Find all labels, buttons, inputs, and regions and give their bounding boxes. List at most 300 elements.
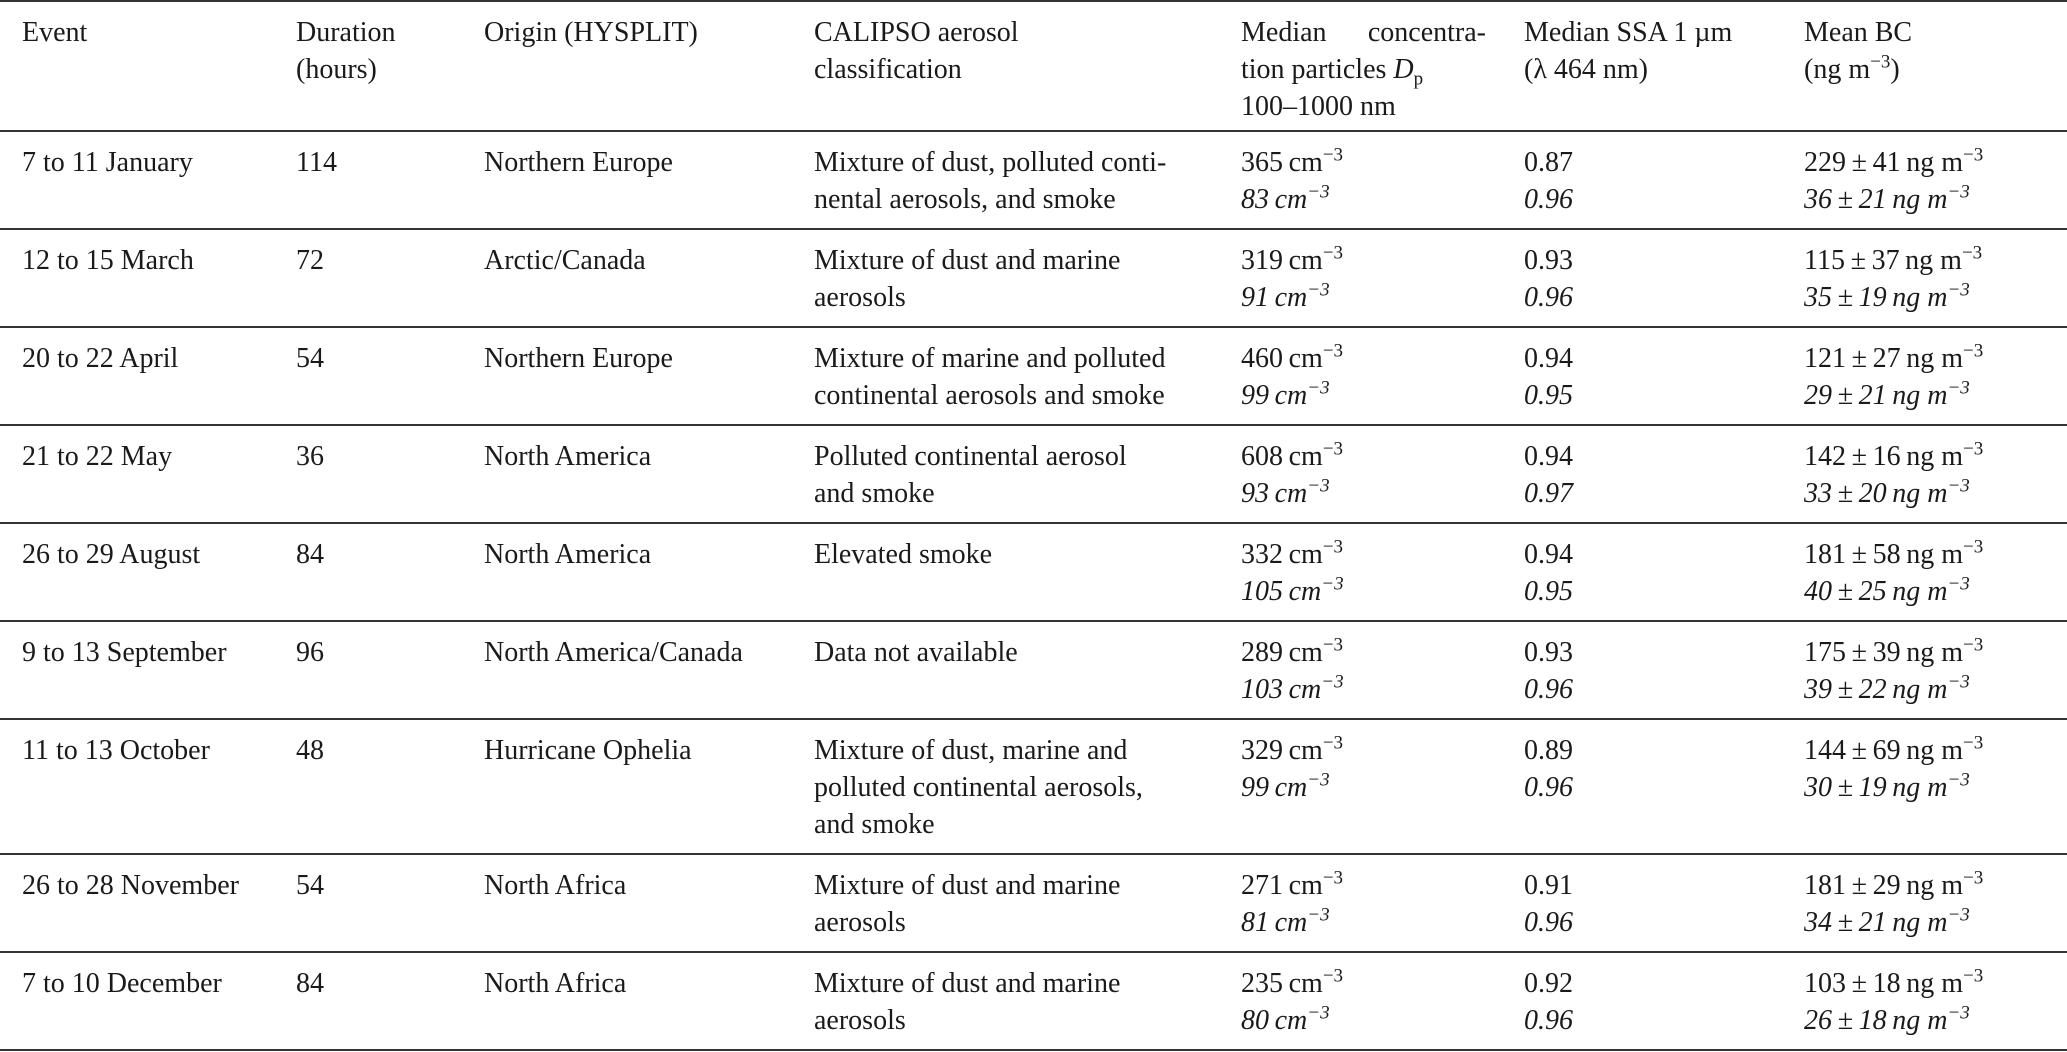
bc-exponent-italic: −3 — [1947, 181, 1970, 203]
conc-exponent-italic: −3 — [1307, 279, 1330, 301]
cell-duration: 84 — [296, 539, 324, 570]
calipso-line: Data not available — [814, 637, 1018, 668]
cell-median-concentration — [1241, 131, 1524, 229]
conc-number-italic: 81 — [1241, 907, 1269, 938]
bc-unit-italic: ng m — [1892, 576, 1948, 607]
cell-median-ssa — [1524, 327, 1804, 425]
header-duration-line-1: Duration — [296, 17, 396, 48]
conc-unit-italic: cm — [1288, 674, 1322, 705]
header-conc-line-2-text: tion particles — [1241, 54, 1387, 85]
calipso-line: and smoke — [814, 809, 935, 840]
bc-exponent-italic: −3 — [1947, 1002, 1970, 1024]
header-conc-dp-subscript: p — [1413, 68, 1424, 90]
cell-duration: 84 — [296, 968, 324, 999]
bc-mean: 181 — [1804, 870, 1846, 901]
header-conc-line-3: 100–1000 nm — [1241, 91, 1396, 122]
bc-mean: 175 — [1804, 637, 1846, 668]
bc-mean-italic: 30 — [1804, 772, 1832, 803]
calipso-line: nental aerosols, and smoke — [814, 184, 1116, 215]
bc-unit-italic: ng m — [1892, 478, 1948, 509]
conc-number-italic: 80 — [1241, 1005, 1269, 1036]
cell-mean-bc — [1804, 719, 2067, 854]
conc-number: 329 — [1241, 735, 1283, 766]
cell-mean-bc — [1804, 621, 2067, 719]
ssa-value-italic: 0.95 — [1524, 380, 1573, 411]
cell-median-concentration — [1241, 425, 1524, 523]
header-duration-line-2: (hours) — [296, 54, 377, 85]
header-duration — [296, 1, 484, 131]
cell-event: 12 to 15 March — [22, 245, 194, 276]
cell-calipso — [814, 327, 1241, 425]
conc-exponent-italic: −3 — [1307, 377, 1330, 399]
bc-unit: ng m — [1905, 245, 1962, 276]
bc-pm-italic: ± — [1837, 907, 1853, 938]
bc-exponent-italic: −3 — [1947, 769, 1970, 791]
conc-number-italic: 91 — [1241, 282, 1269, 313]
calipso-line: Mixture of marine and polluted — [814, 343, 1166, 374]
bc-mean: 142 — [1804, 441, 1846, 472]
cell-duration: 114 — [296, 147, 337, 178]
table-row — [0, 327, 2067, 425]
cell-duration: 36 — [296, 441, 324, 472]
bc-pm-italic: ± — [1837, 478, 1853, 509]
conc-value — [1241, 867, 1524, 904]
conc-unit: cm — [1288, 343, 1323, 374]
bc-sd-italic: 21 — [1858, 380, 1887, 411]
cell-median-ssa — [1524, 425, 1804, 523]
header-bc-exponent: −3 — [1870, 51, 1891, 73]
cell-event: 21 to 22 May — [22, 441, 173, 472]
conc-exponent: −3 — [1322, 634, 1344, 656]
bc-value — [1804, 732, 2067, 769]
conc-unit: cm — [1288, 968, 1323, 999]
bc-exponent: −3 — [1962, 867, 1984, 889]
bc-sd: 18 — [1872, 968, 1901, 999]
bc-mean-italic: 39 — [1804, 674, 1832, 705]
bc-sd-italic: 20 — [1858, 478, 1887, 509]
bc-value — [1804, 536, 2067, 573]
header-calipso — [814, 1, 1241, 131]
table-row — [0, 621, 2067, 719]
bc-exponent: −3 — [1961, 242, 1983, 264]
conc-number: 271 — [1241, 870, 1283, 901]
bc-sd: 39 — [1872, 637, 1901, 668]
conc-value-italic — [1241, 475, 1524, 512]
ssa-value-italic: 0.96 — [1524, 907, 1573, 938]
table-row — [0, 854, 2067, 952]
header-origin: Origin (HYSPLIT) — [484, 17, 698, 48]
bc-sd: 16 — [1872, 441, 1901, 472]
bc-pm-italic: ± — [1837, 282, 1853, 313]
bc-sd-italic: 19 — [1858, 772, 1887, 803]
cell-origin: North America — [484, 539, 652, 570]
bc-pm-italic: ± — [1837, 772, 1853, 803]
conc-exponent: −3 — [1322, 242, 1344, 264]
cell-calipso — [814, 229, 1241, 327]
bc-exponent: −3 — [1962, 438, 1984, 460]
bc-unit: ng m — [1906, 870, 1963, 901]
calipso-line: Mixture of dust and marine — [814, 870, 1121, 901]
conc-value — [1241, 536, 1524, 573]
header-ssa-line-2: (λ 464 nm) — [1524, 54, 1649, 85]
conc-value — [1241, 634, 1524, 671]
header-calipso-line-2: classification — [814, 54, 962, 85]
conc-value-italic — [1241, 377, 1524, 414]
cell-median-concentration — [1241, 621, 1524, 719]
bc-exponent-italic: −3 — [1947, 573, 1970, 595]
bc-value — [1804, 144, 2067, 181]
header-median-ssa — [1524, 1, 1804, 131]
cell-median-ssa — [1524, 854, 1804, 952]
cell-event: 9 to 13 September — [22, 637, 227, 668]
conc-number-italic: 103 — [1241, 674, 1283, 705]
bc-value-italic — [1804, 769, 2067, 806]
conc-unit: cm — [1288, 637, 1323, 668]
conc-exponent-italic: −3 — [1307, 475, 1330, 497]
bc-value-italic — [1804, 573, 2067, 610]
calipso-line: Mixture of dust and marine — [814, 968, 1121, 999]
cell-mean-bc — [1804, 854, 2067, 952]
conc-exponent: −3 — [1322, 340, 1344, 362]
conc-number: 289 — [1241, 637, 1283, 668]
header-conc-dp-symbol: D — [1393, 54, 1414, 85]
cell-event: 26 to 29 August — [22, 539, 201, 570]
bc-value-italic — [1804, 475, 2067, 512]
conc-number: 332 — [1241, 539, 1283, 570]
header-mean-bc — [1804, 1, 2067, 131]
conc-exponent: −3 — [1322, 536, 1344, 558]
cell-median-ssa — [1524, 523, 1804, 621]
bc-pm: ± — [1851, 147, 1867, 178]
ssa-value: 0.94 — [1524, 343, 1573, 374]
cell-median-concentration — [1241, 327, 1524, 425]
conc-exponent-italic: −3 — [1307, 181, 1330, 203]
bc-pm: ± — [1851, 539, 1867, 570]
cell-origin: North Africa — [484, 870, 627, 901]
header-bc-unit: (ng m — [1804, 54, 1871, 85]
ssa-value-italic: 0.96 — [1524, 674, 1573, 705]
cell-event: 7 to 11 January — [22, 147, 193, 178]
bc-unit: ng m — [1906, 147, 1963, 178]
cell-origin: Hurricane Ophelia — [484, 735, 692, 766]
bc-pm: ± — [1851, 441, 1867, 472]
bc-mean-italic: 26 — [1804, 1005, 1832, 1036]
conc-value-italic — [1241, 769, 1524, 806]
calipso-line: aerosols — [814, 1005, 906, 1036]
bc-sd-italic: 22 — [1858, 674, 1887, 705]
calipso-line: Mixture of dust and marine — [814, 245, 1121, 276]
conc-unit: cm — [1288, 147, 1323, 178]
conc-exponent-italic: −3 — [1307, 904, 1330, 926]
table-row — [0, 229, 2067, 327]
bc-unit: ng m — [1906, 441, 1963, 472]
bc-mean-italic: 35 — [1804, 282, 1832, 313]
bc-sd-italic: 21 — [1858, 907, 1887, 938]
conc-unit: cm — [1288, 735, 1323, 766]
conc-exponent-italic: −3 — [1321, 671, 1344, 693]
header-ssa-line-1: Median SSA 1 µm — [1524, 17, 1733, 48]
bc-mean: 181 — [1804, 539, 1846, 570]
cell-duration: 48 — [296, 735, 324, 766]
bc-mean-italic: 34 — [1804, 907, 1832, 938]
conc-exponent-italic: −3 — [1307, 1002, 1330, 1024]
bc-mean: 121 — [1804, 343, 1846, 374]
bc-value — [1804, 867, 2067, 904]
conc-number: 608 — [1241, 441, 1283, 472]
bc-value — [1804, 242, 2067, 279]
ssa-value: 0.87 — [1524, 147, 1573, 178]
cell-median-concentration — [1241, 523, 1524, 621]
bc-unit: ng m — [1906, 968, 1963, 999]
cell-calipso — [814, 131, 1241, 229]
conc-value — [1241, 732, 1524, 769]
cell-mean-bc — [1804, 425, 2067, 523]
header-conc-line-1: Median concentra- — [1241, 17, 1486, 48]
table-row — [0, 425, 2067, 523]
ssa-value: 0.94 — [1524, 539, 1573, 570]
calipso-line: Elevated smoke — [814, 539, 993, 570]
conc-number-italic: 105 — [1241, 576, 1283, 607]
conc-number-italic: 99 — [1241, 772, 1269, 803]
bc-unit: ng m — [1906, 539, 1963, 570]
bc-pm: ± — [1850, 245, 1866, 276]
bc-exponent-italic: −3 — [1947, 279, 1970, 301]
conc-value-italic — [1241, 671, 1524, 708]
bc-exponent: −3 — [1962, 144, 1984, 166]
bc-mean: 103 — [1804, 968, 1846, 999]
conc-exponent: −3 — [1322, 965, 1344, 987]
bc-mean-italic: 36 — [1804, 184, 1832, 215]
cell-calipso — [814, 621, 1241, 719]
conc-exponent: −3 — [1322, 144, 1344, 166]
conc-number-italic: 99 — [1241, 380, 1269, 411]
bc-unit: ng m — [1906, 343, 1963, 374]
conc-unit: cm — [1288, 245, 1323, 276]
ssa-value-italic: 0.97 — [1524, 478, 1573, 509]
conc-exponent: −3 — [1322, 438, 1344, 460]
bc-value-italic — [1804, 377, 2067, 414]
conc-value-italic — [1241, 181, 1524, 218]
bc-pm-italic: ± — [1837, 1005, 1853, 1036]
bc-mean: 115 — [1804, 245, 1845, 276]
cell-median-ssa — [1524, 719, 1804, 854]
bc-exponent: −3 — [1962, 340, 1984, 362]
conc-unit-italic: cm — [1274, 907, 1308, 938]
table-row — [0, 523, 2067, 621]
conc-exponent-italic: −3 — [1307, 769, 1330, 791]
ssa-value-italic: 0.96 — [1524, 1005, 1573, 1036]
conc-value-italic — [1241, 904, 1524, 941]
conc-value-italic — [1241, 573, 1524, 610]
calipso-line: continental aerosols and smoke — [814, 380, 1165, 411]
conc-unit: cm — [1288, 870, 1323, 901]
bc-unit-italic: ng m — [1892, 282, 1948, 313]
header-event: Event — [22, 17, 88, 48]
cell-calipso — [814, 719, 1241, 854]
bc-pm-italic: ± — [1837, 380, 1853, 411]
ssa-value: 0.92 — [1524, 968, 1573, 999]
calipso-line: and smoke — [814, 478, 935, 509]
conc-unit: cm — [1288, 441, 1323, 472]
header-bc-close: ) — [1890, 54, 1900, 85]
ssa-value-italic: 0.95 — [1524, 576, 1573, 607]
ssa-value: 0.93 — [1524, 245, 1573, 276]
conc-number: 235 — [1241, 968, 1283, 999]
bc-exponent-italic: −3 — [1947, 475, 1970, 497]
table-body — [0, 131, 2067, 1050]
ssa-value: 0.89 — [1524, 735, 1573, 766]
bc-pm: ± — [1851, 637, 1867, 668]
conc-value-italic — [1241, 1002, 1524, 1039]
cell-calipso — [814, 425, 1241, 523]
bc-mean: 144 — [1804, 735, 1846, 766]
conc-number: 319 — [1241, 245, 1283, 276]
cell-median-ssa — [1524, 952, 1804, 1050]
bc-exponent: −3 — [1962, 965, 1984, 987]
cell-calipso — [814, 952, 1241, 1050]
bc-sd-italic: 18 — [1858, 1005, 1887, 1036]
calipso-line: Mixture of dust, marine and — [814, 735, 1128, 766]
conc-value — [1241, 438, 1524, 475]
cell-origin: Northern Europe — [484, 147, 673, 178]
bc-pm: ± — [1851, 343, 1867, 374]
bc-sd-italic: 19 — [1858, 282, 1887, 313]
cell-median-ssa — [1524, 229, 1804, 327]
conc-unit-italic: cm — [1274, 184, 1308, 215]
conc-unit-italic: cm — [1274, 1005, 1308, 1036]
ssa-value: 0.94 — [1524, 441, 1573, 472]
bc-value-italic — [1804, 279, 2067, 316]
bc-value — [1804, 965, 2067, 1002]
header-bc-line-2 — [1804, 51, 2067, 88]
conc-exponent: −3 — [1322, 867, 1344, 889]
bc-value-italic — [1804, 671, 2067, 708]
calipso-line: Mixture of dust, polluted conti- — [814, 147, 1167, 178]
conc-value — [1241, 340, 1524, 377]
ssa-value: 0.91 — [1524, 870, 1573, 901]
cell-origin: North America — [484, 441, 652, 472]
cell-duration: 54 — [296, 870, 324, 901]
conc-value — [1241, 965, 1524, 1002]
conc-unit: cm — [1288, 539, 1323, 570]
bc-pm: ± — [1851, 870, 1867, 901]
ssa-value: 0.93 — [1524, 637, 1573, 668]
table-row — [0, 952, 2067, 1050]
bc-value-italic — [1804, 181, 2067, 218]
cell-origin: Arctic/Canada — [484, 245, 646, 276]
bc-unit: ng m — [1906, 735, 1963, 766]
bc-pm: ± — [1851, 735, 1867, 766]
conc-number-italic: 93 — [1241, 478, 1269, 509]
cell-median-concentration — [1241, 952, 1524, 1050]
cell-origin: North America/Canada — [484, 637, 743, 668]
bc-unit-italic: ng m — [1892, 1005, 1948, 1036]
cell-mean-bc — [1804, 327, 2067, 425]
cell-mean-bc — [1804, 523, 2067, 621]
cell-median-concentration — [1241, 719, 1524, 854]
conc-unit-italic: cm — [1288, 576, 1322, 607]
bc-sd-italic: 25 — [1858, 576, 1887, 607]
bc-unit-italic: ng m — [1892, 907, 1948, 938]
conc-value-italic — [1241, 279, 1524, 316]
bc-exponent-italic: −3 — [1947, 904, 1970, 926]
table-row — [0, 719, 2067, 854]
ssa-value-italic: 0.96 — [1524, 282, 1573, 313]
cell-calipso — [814, 854, 1241, 952]
bc-mean-italic: 29 — [1804, 380, 1832, 411]
bc-pm-italic: ± — [1837, 184, 1853, 215]
cell-mean-bc — [1804, 952, 2067, 1050]
conc-unit-italic: cm — [1274, 282, 1308, 313]
cell-event: 7 to 10 December — [22, 968, 222, 999]
cell-median-concentration — [1241, 854, 1524, 952]
cell-duration: 96 — [296, 637, 324, 668]
header-median-concentration — [1241, 1, 1524, 131]
cell-event: 20 to 22 April — [22, 343, 179, 374]
conc-exponent-italic: −3 — [1321, 573, 1344, 595]
cell-duration: 72 — [296, 245, 324, 276]
header-conc-line-2 — [1241, 51, 1524, 88]
cell-calipso — [814, 523, 1241, 621]
calipso-line: polluted continental aerosols, — [814, 772, 1143, 803]
ssa-value-italic: 0.96 — [1524, 184, 1573, 215]
conc-exponent: −3 — [1322, 732, 1344, 754]
bc-exponent: −3 — [1962, 536, 1984, 558]
conc-number: 365 — [1241, 147, 1283, 178]
conc-unit-italic: cm — [1274, 772, 1308, 803]
bc-value — [1804, 634, 2067, 671]
bc-sd: 58 — [1872, 539, 1901, 570]
cell-duration: 54 — [296, 343, 324, 374]
bc-pm: ± — [1851, 968, 1867, 999]
cell-event: 26 to 28 November — [22, 870, 239, 901]
bc-unit-italic: ng m — [1892, 674, 1948, 705]
bc-sd: 41 — [1872, 147, 1901, 178]
calipso-line: aerosols — [814, 282, 906, 313]
bc-mean-italic: 40 — [1804, 576, 1832, 607]
bc-sd: 29 — [1872, 870, 1901, 901]
bc-unit-italic: ng m — [1892, 380, 1948, 411]
bc-sd-italic: 21 — [1858, 184, 1887, 215]
header-calipso-line-1: CALIPSO aerosol — [814, 17, 1019, 48]
cell-origin: Northern Europe — [484, 343, 673, 374]
conc-number: 460 — [1241, 343, 1283, 374]
conc-unit-italic: cm — [1274, 380, 1308, 411]
ssa-value-italic: 0.96 — [1524, 772, 1573, 803]
bc-sd: 69 — [1872, 735, 1901, 766]
bc-sd: 37 — [1871, 245, 1900, 276]
cell-median-ssa — [1524, 131, 1804, 229]
bc-exponent-italic: −3 — [1947, 671, 1970, 693]
cell-event: 11 to 13 October — [22, 735, 210, 766]
bc-sd: 27 — [1872, 343, 1901, 374]
calipso-line: Polluted continental aerosol — [814, 441, 1127, 472]
cell-origin: North Africa — [484, 968, 627, 999]
cell-median-concentration — [1241, 229, 1524, 327]
bc-unit-italic: ng m — [1892, 184, 1948, 215]
bc-value-italic — [1804, 904, 2067, 941]
bc-unit: ng m — [1906, 637, 1963, 668]
bc-value — [1804, 340, 2067, 377]
bc-unit-italic: ng m — [1892, 772, 1948, 803]
conc-value — [1241, 242, 1524, 279]
bc-pm-italic: ± — [1837, 576, 1853, 607]
cell-mean-bc — [1804, 229, 2067, 327]
bc-exponent: −3 — [1962, 634, 1984, 656]
cell-median-ssa — [1524, 621, 1804, 719]
table-header — [0, 1, 2067, 131]
conc-value — [1241, 144, 1524, 181]
